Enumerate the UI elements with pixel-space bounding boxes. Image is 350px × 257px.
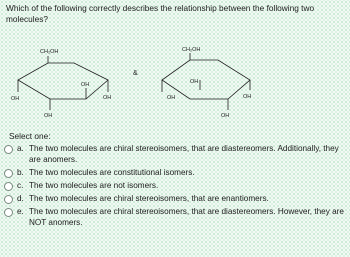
option-letter: b. — [17, 168, 24, 177]
separator-ampersand: & — [133, 70, 138, 77]
option-a[interactable] — [4, 143, 346, 165]
right-oh-inner-label: OH — [190, 79, 199, 85]
option-d[interactable] — [4, 193, 346, 204]
option-text: The two molecules are chiral stereoisomers, that are enantiomers. — [29, 194, 269, 203]
left-ch2oh-label: CH₂OH — [40, 49, 59, 55]
left-oh-right-label: OH — [103, 95, 112, 101]
option-letter: e. — [17, 207, 24, 216]
right-oh-bottom-label: OH — [221, 113, 230, 119]
option-letter: a. — [17, 144, 24, 153]
select-one-label: Select one: — [9, 131, 51, 141]
option-text: The two molecules are chiral stereoisomers, that are diastereomers. However, they are NOT anomers. — [29, 207, 344, 227]
right-ring — [162, 60, 250, 99]
question-text: Which of the following correctly describes the relationship between the following two molecules? — [6, 3, 315, 24]
option-letter: c. — [17, 181, 24, 190]
left-oh-bottom-label: OH — [44, 113, 53, 119]
option-letter: d. — [17, 194, 24, 203]
right-oh-left-label: OH — [167, 95, 176, 101]
option-text: The two molecules are not isomers. — [29, 181, 159, 190]
option-c[interactable] — [4, 180, 346, 191]
option-text: The two molecules are constitutional isomers. — [29, 168, 195, 177]
right-molecule — [162, 53, 250, 110]
option-b[interactable] — [4, 167, 346, 178]
left-ring — [18, 63, 108, 99]
molecule-structures — [0, 28, 350, 130]
left-oh-left-label: OH — [11, 96, 20, 102]
right-ch2oh-label: CH₂OH — [182, 47, 201, 53]
radio-a[interactable] — [4, 145, 13, 154]
radio-c[interactable] — [4, 182, 13, 191]
radio-e[interactable] — [4, 208, 13, 217]
option-e[interactable] — [4, 206, 346, 228]
answer-options — [4, 143, 346, 230]
right-oh-right-label: OH — [243, 94, 252, 100]
left-oh-inner-label: OH — [81, 82, 90, 88]
option-text: The two molecules are chiral stereoisomers, that are diastereomers. Additionally, they are anomers. — [29, 144, 339, 164]
radio-d[interactable] — [4, 195, 13, 204]
radio-b[interactable] — [4, 169, 13, 178]
left-molecule — [18, 56, 108, 110]
